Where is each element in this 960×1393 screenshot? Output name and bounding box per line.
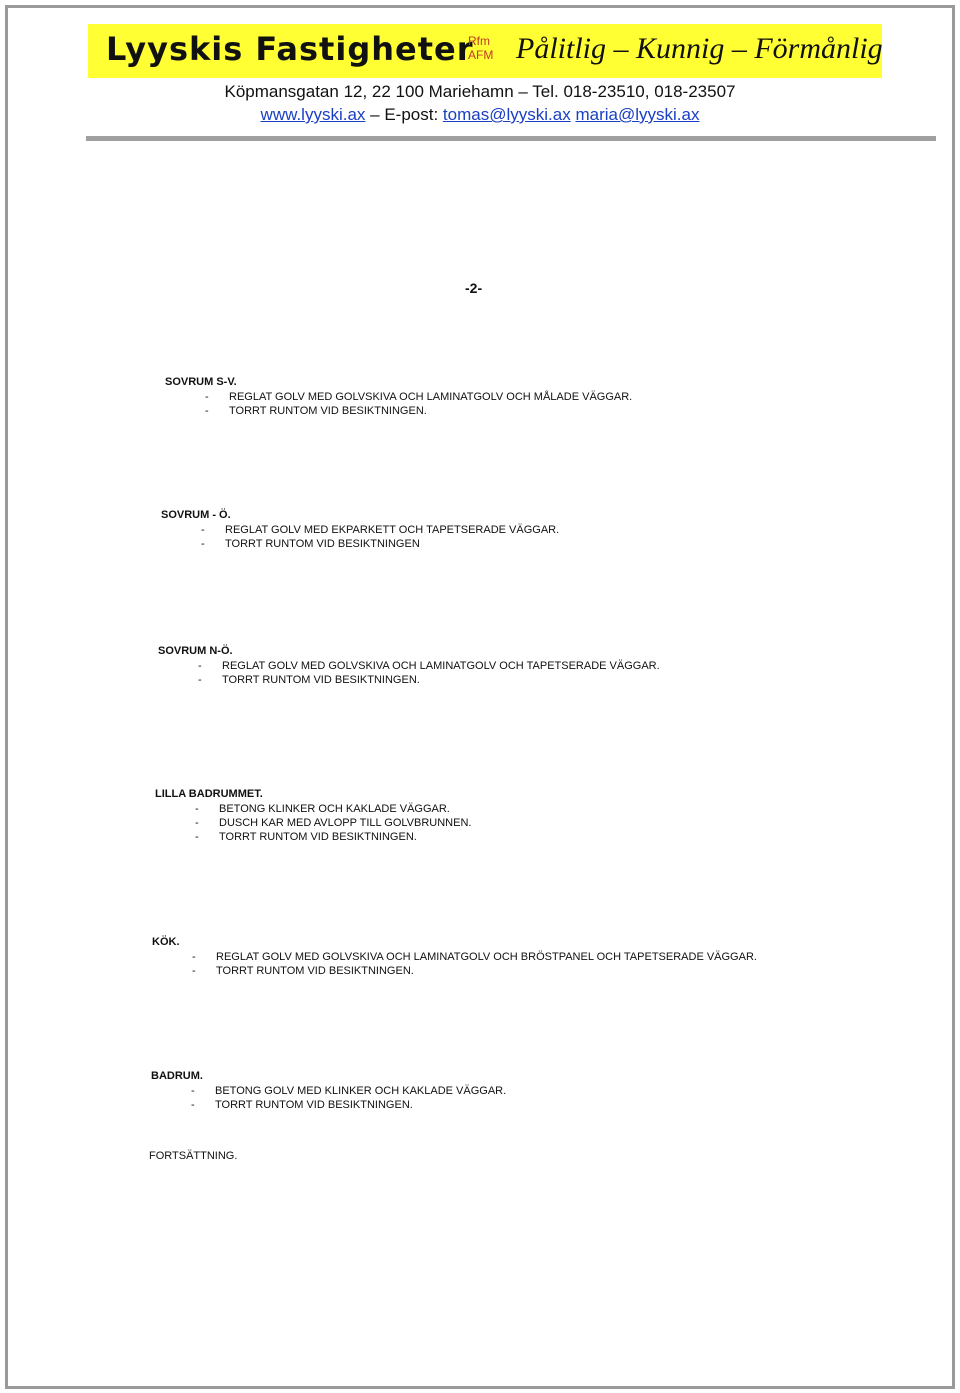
- item-text: BETONG KLINKER OCH KAKLADE VÄGGAR.: [219, 803, 450, 815]
- item-text: TORRT RUNTOM VID BESIKTNINGEN: [225, 538, 420, 550]
- list-item: [161, 537, 559, 551]
- rfm-badge: [468, 34, 493, 62]
- section-sovrum-no: [158, 645, 660, 687]
- item-text: REGLAT GOLV MED EKPARKETT OCH TAPETSERADE VÄGGAR.: [225, 524, 560, 536]
- list-item: [158, 659, 660, 673]
- list-item: [152, 950, 757, 964]
- page-number: -2-: [465, 280, 483, 296]
- contact-line: [0, 105, 960, 125]
- list-item: [155, 802, 471, 816]
- email-label: – E-post:: [370, 105, 439, 124]
- rfm-line-1: Rfm: [468, 34, 490, 48]
- page-frame: [5, 5, 955, 1389]
- list-item: [161, 523, 559, 537]
- list-item: [165, 404, 632, 418]
- continuation-note: FORTSÄTTNING.: [149, 1150, 238, 1162]
- section-lilla-badrummet: [155, 788, 471, 844]
- section-heading: SOVRUM S-V.: [165, 376, 237, 388]
- dash: -: [205, 405, 209, 417]
- list-item: [151, 1098, 506, 1112]
- rfm-line-2: AFM: [468, 48, 494, 62]
- email-link-maria[interactable]: maria@lyyski.ax: [575, 105, 700, 124]
- item-text: TORRT RUNTOM VID BESIKTNINGEN.: [215, 1099, 413, 1111]
- dash: -: [198, 674, 202, 686]
- section-heading: SOVRUM N-Ö.: [158, 645, 233, 657]
- dash: -: [195, 803, 199, 815]
- dash: -: [192, 951, 196, 963]
- header-divider: [86, 136, 936, 141]
- dash: -: [201, 538, 205, 550]
- dash: -: [201, 524, 205, 536]
- item-text: TORRT RUNTOM VID BESIKTNINGEN.: [229, 405, 427, 417]
- list-item: [155, 816, 471, 830]
- item-text: REGLAT GOLV MED GOLVSKIVA OCH LAMINATGOLV OCH MÅLADE VÄGGAR.: [229, 391, 633, 403]
- dash: -: [195, 831, 199, 843]
- item-text: BETONG GOLV MED KLINKER OCH KAKLADE VÄGGAR.: [215, 1085, 507, 1097]
- dash: -: [192, 965, 196, 977]
- section-sovrum-o: [161, 509, 559, 551]
- list-item: [165, 390, 632, 404]
- dash: -: [198, 660, 202, 672]
- item-text: REGLAT GOLV MED GOLVSKIVA OCH LAMINATGOLV OCH BRÖSTPANEL OCH TAPETSERADE VÄGGAR.: [216, 951, 757, 963]
- list-item: [158, 673, 660, 687]
- dash: -: [195, 817, 199, 829]
- section-heading: LILLA BADRUMMET.: [155, 788, 263, 800]
- brand-logo: Lyyskis Fastigheter: [106, 30, 474, 68]
- item-text: TORRT RUNTOM VID BESIKTNINGEN.: [216, 965, 414, 977]
- dash: -: [191, 1085, 195, 1097]
- section-badrum: [151, 1070, 506, 1112]
- item-text: REGLAT GOLV MED GOLVSKIVA OCH LAMINATGOLV OCH TAPETSERADE VÄGGAR.: [222, 660, 660, 672]
- list-item: [151, 1084, 506, 1098]
- section-kok: [152, 936, 757, 978]
- section-heading: SOVRUM - Ö.: [161, 509, 231, 521]
- address-line: Köpmansgatan 12, 22 100 Mariehamn – Tel. 018-23510, 018-23507: [224, 82, 736, 101]
- item-text: TORRT RUNTOM VID BESIKTNINGEN.: [222, 674, 420, 686]
- header-banner: [88, 24, 882, 78]
- website-link[interactable]: www.lyyski.ax: [260, 105, 366, 124]
- dash: -: [205, 391, 209, 403]
- dash: -: [191, 1099, 195, 1111]
- list-item: [152, 964, 757, 978]
- section-heading: BADRUM.: [151, 1070, 203, 1082]
- section-sovrum-sv: [165, 376, 632, 418]
- slogan: Pålitlig – Kunnig – Förmånlig: [516, 32, 883, 65]
- list-item: [155, 830, 471, 844]
- item-text: DUSCH KAR MED AVLOPP TILL GOLVBRUNNEN.: [219, 817, 472, 829]
- item-text: TORRT RUNTOM VID BESIKTNINGEN.: [219, 831, 417, 843]
- section-heading: KÖK.: [152, 936, 180, 948]
- email-link-tomas[interactable]: tomas@lyyski.ax: [442, 105, 571, 124]
